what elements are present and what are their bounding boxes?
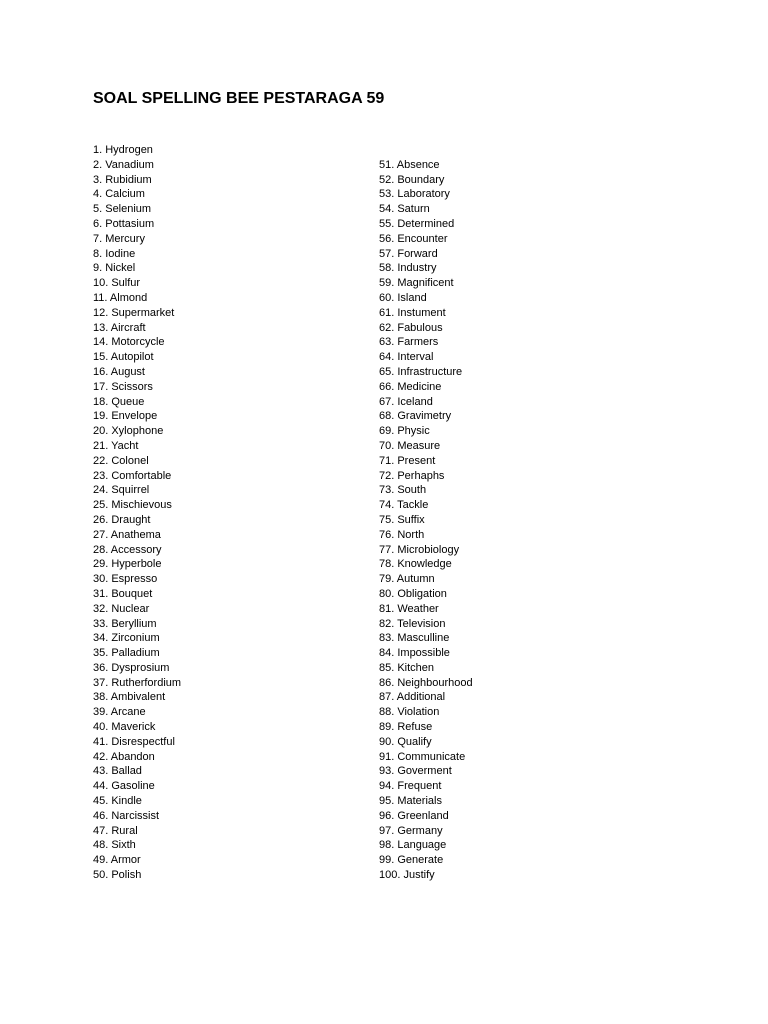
list-item: 52. Boundary [379,173,445,186]
list-item: 69. Physic [379,425,430,438]
list-item: 35. Palladium [93,647,160,660]
list-item: 9. Nickel [93,262,136,275]
list-item: 96. Greenland [379,809,449,822]
list-item: 16. August [93,365,145,378]
list-item: 30. Espresso [93,573,158,586]
list-item: 82. Television [379,617,446,630]
list-item: 18. Queue [93,395,145,408]
list-item: 31. Bouquet [93,587,153,600]
list-item: 71. Present [379,454,436,467]
list-item: 70. Measure [379,439,441,452]
list-item: 75. Suffix [379,513,425,526]
list-item: 39. Arcane [93,706,146,719]
list-item: 46. Narcissist [93,809,160,822]
list-item: 90. Qualify [379,735,432,748]
list-item: 34. Zirconium [93,632,160,645]
list-item: 49. Armor [93,854,141,867]
list-item: 40. Maverick [93,721,156,734]
list-item: 44. Gasoline [93,780,155,793]
list-item: 88. Violation [379,706,440,719]
list-item: 28. Accessory [93,543,162,556]
list-item: 51. Absence [379,158,440,171]
list-item: 57. Forward [379,247,438,260]
list-item: 12. Supermarket [93,306,175,319]
list-item: 64. Interval [379,351,434,364]
list-item: 55. Determined [379,217,455,230]
list-item: 72. Perhaphs [379,469,445,482]
list-item: 87. Additional [379,691,446,704]
list-item: 97. Germany [379,824,443,837]
list-item: 2. Vanadium [93,158,154,171]
list-item: 20. Xylophone [93,425,164,438]
list-item: 60. Island [379,291,427,304]
list-item: 10. Sulfur [93,277,141,290]
list-item: 3. Rubidium [93,173,152,186]
list-item: 43. Ballad [93,765,142,778]
list-item: 98. Language [379,839,447,852]
list-item: 29. Hyperbole [93,558,162,571]
list-item: 54. Saturn [379,203,430,216]
list-item: 25. Mischievous [93,499,172,512]
list-item: 63. Farmers [379,336,439,349]
list-item: 81. Weather [379,602,439,615]
list-item: 37. Rutherfordium [93,676,182,689]
list-item: 91. Communicate [379,750,466,763]
list-item: 50. Polish [93,869,142,882]
word-list-left [93,143,181,883]
list-item: 67. Iceland [379,395,433,408]
list-item: 61. Instument [379,306,446,319]
word-list-right [379,158,473,883]
list-item: 77. Microbiology [379,543,460,556]
list-item: 47. Rural [93,824,138,837]
list-item: 32. Nuclear [93,602,150,615]
list-item: 93. Goverment [379,765,452,778]
document-title: SOAL SPELLING BEE PESTARAGA 59 [93,90,385,107]
list-item: 24. Squirrel [93,484,150,497]
list-item: 6. Pottasium [93,217,155,230]
list-item: 19. Envelope [93,410,158,423]
list-item: 89. Refuse [379,721,433,734]
list-item: 58. Industry [379,262,437,275]
list-item: 42. Abandon [93,750,155,763]
list-item: 5. Selenium [93,203,152,216]
list-item: 76. North [379,528,425,541]
list-item: 1. Hydrogen [93,144,153,156]
list-item: 100. Justify [379,869,435,882]
list-item: 80. Obligation [379,587,447,600]
list-item: 68. Gravimetry [379,410,452,423]
list-item: 23. Comfortable [93,469,172,482]
list-item: 99. Generate [379,854,444,867]
list-item: 48. Sixth [93,839,136,852]
list-item: 4. Calcium [93,188,145,201]
list-item: 74. Tackle [379,499,429,512]
list-item: 27. Anathema [93,528,161,541]
list-item: 66. Medicine [379,380,442,393]
list-item: 26. Draught [93,513,151,526]
list-item: 56. Encounter [379,232,448,245]
list-item: 8. Iodine [93,247,136,260]
list-item: 94. Frequent [379,780,442,793]
list-item: 7. Mercury [93,232,145,245]
list-item: 53. Laboratory [379,188,450,201]
list-item: 83. Masculline [379,632,450,645]
list-item: 45. Kindle [93,795,142,808]
list-item: 78. Knowledge [379,558,452,571]
list-item: 17. Scissors [93,380,153,393]
list-item: 41. Disrespectful [93,735,175,748]
list-item: 33. Beryllium [93,617,157,630]
list-item: 13. Aircraft [93,321,146,334]
list-item: 85. Kitchen [379,661,435,674]
list-item: 14. Motorcycle [93,336,165,349]
list-item: 62. Fabulous [379,321,443,334]
list-item: 79. Autumn [379,573,435,586]
list-item: 73. South [379,484,427,497]
list-item: 65. Infrastructure [379,365,463,378]
list-item: 59. Magnificent [379,277,454,290]
list-item: 15. Autopilot [93,351,154,364]
list-item: 95. Materials [379,795,442,808]
list-item: 22. Colonel [93,454,149,467]
list-item: 86. Neighbourhood [379,676,473,689]
list-item: 84. Impossible [379,647,450,660]
list-item: 21. Yacht [93,439,139,452]
list-item: 38. Ambivalent [93,691,166,704]
list-item: 36. Dysprosium [93,661,170,674]
list-item: 11. Almond [93,291,148,304]
